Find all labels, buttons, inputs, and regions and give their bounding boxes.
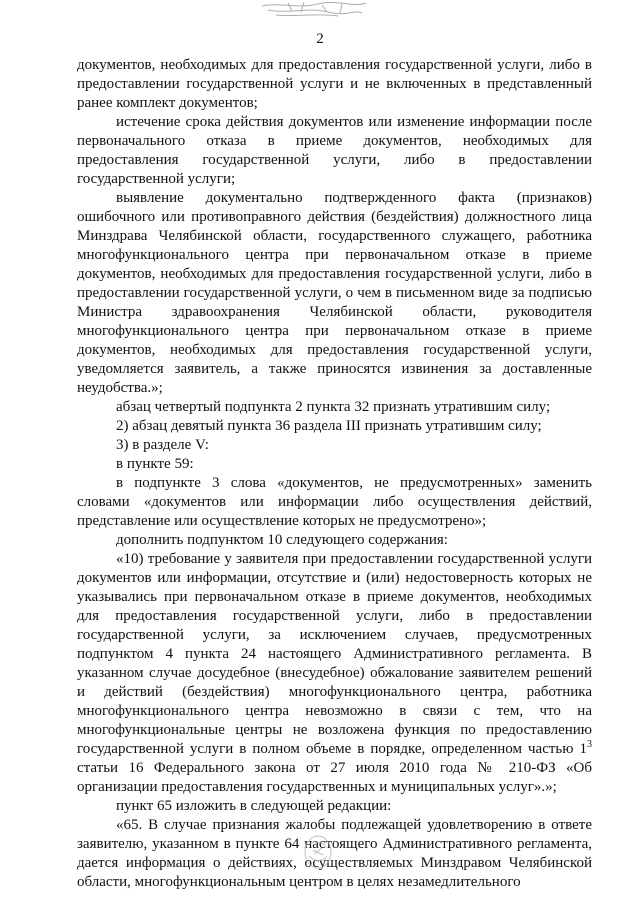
paragraph-9 — [77, 531, 592, 550]
paragraph-2 — [77, 113, 592, 189]
superscript: 3 — [587, 739, 592, 750]
paragraph-text: пункт 65 изложить в следующей редакции: — [116, 798, 392, 814]
paragraph-3 — [77, 189, 592, 398]
paragraph-10 — [77, 550, 592, 797]
paragraph-text-continued: статьи 16 Федерального закона от 27 июля 2010 года № 210-ФЗ «Об организации предоставления государственных и муниципальных услуг».»; — [77, 760, 592, 795]
paragraph-text: документов, необходимых для предоставления государственной услуги, либо в предоставлении государственной услуги и не включенных в представленный ранее комплект документов; — [77, 57, 592, 111]
paragraph-text: в пункте 59: — [116, 456, 194, 472]
paragraph-text: выявление документально подтвержденного факта (признаков) ошибочного или противоправного действия (бездействия) должностного лица Минздрава Челябинской области, государственного служащего, работника многофункционального центра при первоначальном отказе в приеме документов, необходимых для предоставления государственной услуги, либо в предоставлении государственной услуги, о чем в письменном виде за подписью Министра здравоохранения Челябинской области, руководителя многофункционального центра при первоначальном отказе в приеме документов, необходимых для предоставления государственной услуги, уведомляется заявитель, а также приносятся извинения за доставленные неудобства.»; — [77, 190, 592, 396]
paragraph-4 — [77, 398, 592, 417]
paragraph-5 — [77, 417, 592, 436]
paragraph-text: «65. В случае признания жалобы подлежащей удовлетворению в ответе заявителю, указанном в пункте 64 настоящего Административного регламента, дается информация о действиях, осуществляемых Минздравом Челябинской области, многофункциональным центром в целях незамедлительного — [77, 817, 592, 890]
paragraph-7 — [77, 455, 592, 474]
paragraph-6 — [77, 436, 592, 455]
page-number: 2 — [316, 31, 324, 47]
paragraph-8 — [77, 474, 592, 531]
paragraph-text: истечение срока действия документов или изменение информации после первоначального отказа в приеме документов, необходимых для предоставления государственной услуги, либо в предоставлении государственной услуги; — [77, 114, 592, 187]
paragraph-text: дополнить подпунктом 10 следующего содержания: — [116, 532, 448, 548]
paragraph-text: в подпункте 3 слова «документов, не предусмотренных» заменить словами «документов или информации либо осуществления действий, представление или осуществление которых не предусмотрено»; — [77, 475, 592, 529]
paragraph-text: 3) в разделе V: — [116, 437, 209, 453]
document-body — [77, 56, 592, 892]
paragraph-text: абзац четвертый подпункта 2 пункта 32 признать утратившим силу; — [116, 399, 551, 415]
paragraph-11 — [77, 797, 592, 816]
paragraph-1 — [77, 56, 592, 113]
seal-stamp-mark — [301, 832, 335, 872]
registration-stamp-mark — [258, 0, 370, 20]
paragraph-text: «10) требование у заявителя при предоставлении государственной услуги документов или информации, отсутствие и (или) недостоверность которых не указывались при первоначальном отказе в приеме документов, необходимых для предоставления государственной услуги, либо в предоставлении государственной услуги, за исключением случаев, предусмотренных подпунктом 4 пункта 24 настоящего Административного регламента. В указанном случае досудебное (внесудебное) обжалование заявителем решений и действий (бездействия) многофункционального центра, работника многофункционального центра невозможно в связи с тем, что на многофункциональные центры не возложена функция по предоставлению государственной услуги в полном объеме в порядке, определенном частью 1 — [77, 551, 592, 757]
paragraph-text: 2) абзац девятый пункта 36 раздела III признать утратившим силу; — [116, 418, 542, 434]
